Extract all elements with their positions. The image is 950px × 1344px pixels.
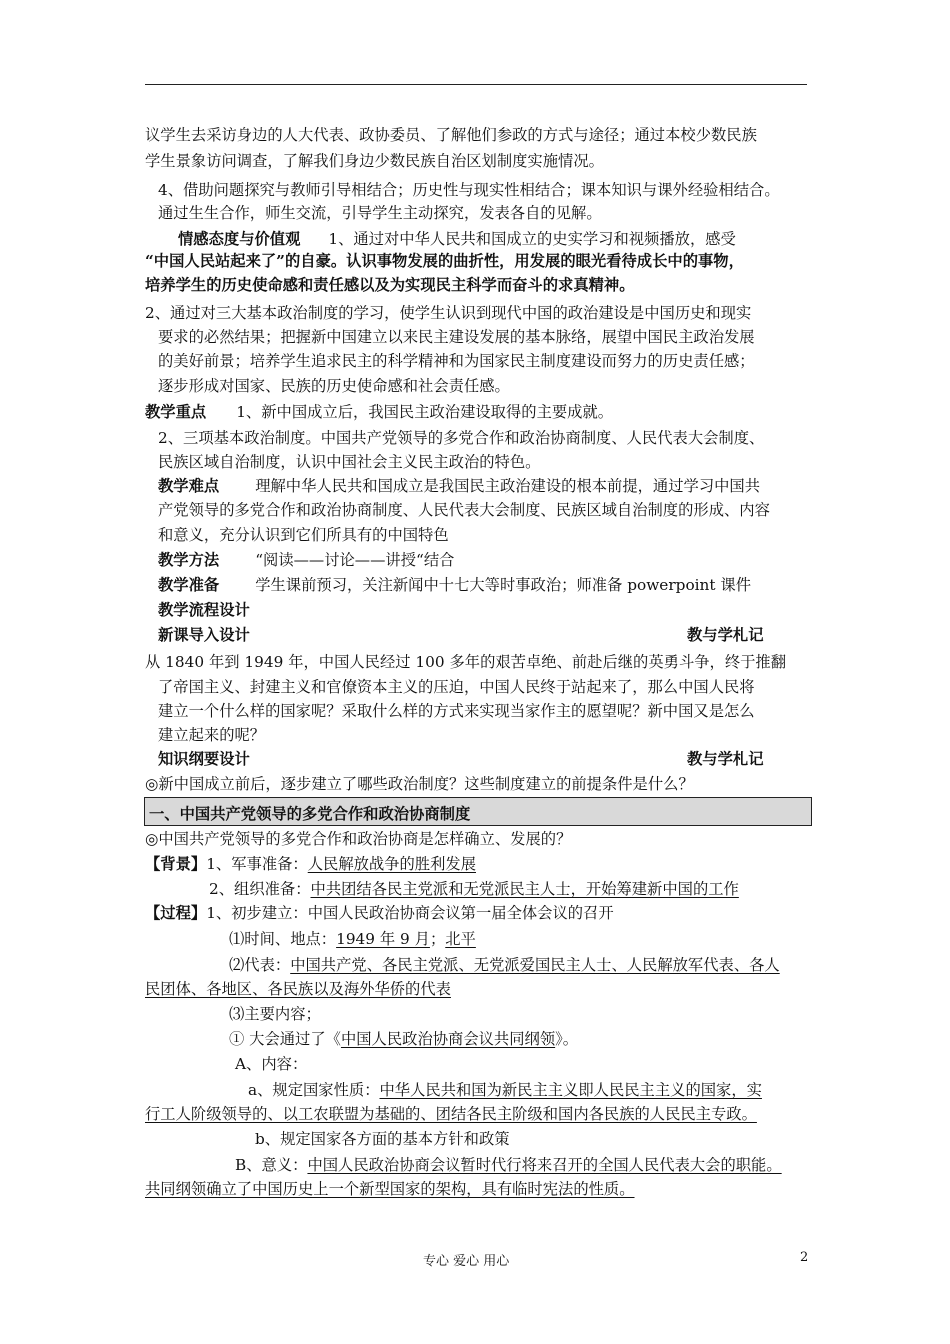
text-line: 【背景】1、军事准备：人民解放战争的胜利发展: [145, 855, 476, 873]
section-title-box: [144, 797, 812, 826]
text-line: 了帝国主义、封建主义和官僚资本主义的压迫，中国人民终于站起来了，那么中国人民将: [158, 678, 755, 696]
text-line: 学生景象访问调查，了解我们身边少数民族自治区划制度实施情况。: [145, 152, 604, 170]
page-number: 2: [800, 1250, 809, 1265]
text-line: A、内容：: [235, 1055, 308, 1073]
header-rule: [145, 84, 807, 85]
text-line: B、意义：中国人民政治协商会议暂时代行将来召开的全国人民代表大会的职能。: [235, 1156, 782, 1174]
text-line: 逐步形成对国家、民族的历史使命感和社会责任感。: [158, 377, 510, 395]
section-heading: 知识纲要设计 教与学札记: [158, 750, 764, 768]
text-line: 教学难点 理解中华人民共和国成立是我国民主政治建设的根本前提，通过学习中国共: [158, 477, 761, 495]
text-line: 建立一个什么样的国家呢？采取什么样的方式来实现当家作主的愿望呢？新中国又是怎么: [158, 702, 755, 720]
text-line: 议学生去采访身边的人大代表、政协委员、了解他们参政的方式与途径；通过本校少数民族: [145, 126, 757, 144]
footer-text: 专心 爱心 用心: [423, 1254, 510, 1269]
section-heading: 教学流程设计: [158, 601, 250, 619]
text-line: 共同纲领确立了中国历史上一个新型国家的架构，具有临时宪法的性质。: [145, 1180, 635, 1198]
text-line: 产党领导的多党合作和政治协商制度、人民代表大会制度、民族区域自治制度的形成、内容: [158, 501, 770, 519]
text-line: 从 1840 年到 1949 年，中国人民经过 100 多年的艰苦卓绝、前赴后继的英勇斗争，终于推翻: [145, 653, 787, 671]
text-line: 教学方法 “阅读——讨论——讲授“结合: [158, 551, 455, 569]
text-line: 民团体、各地区、各民族以及海外华侨的代表: [145, 980, 451, 998]
text-line: 教学重点 1、新中国成立后，我国民主政治建设取得的主要成就。: [145, 403, 614, 421]
text-line: 【过程】1、初步建立：中国人民政治协商会议第一届全体会议的召开: [145, 904, 614, 922]
text-line: ⑶主要内容；: [229, 1005, 321, 1023]
text-line: 通过生生合作，师生交流，引导学生主动探究，发表各自的见解。: [158, 204, 602, 222]
text-line: ◎中国共产党领导的多党合作和政治协商是怎样确立、发展的？: [145, 830, 572, 848]
section-title: 一、中国共产党领导的多党合作和政治协商制度: [149, 805, 471, 823]
text-line: ◎新中国成立前后，逐步建立了哪些政治制度？这些制度建立的前提条件是什么？: [145, 775, 694, 793]
text-line: a、规定国家性质：中华人民共和国为新民主主义即人民民主主义的国家，实: [248, 1081, 762, 1099]
text-line: 情感态度与价值观 1、通过对中华人民共和国成立的史实学习和视频播放，感受: [178, 230, 736, 248]
text-line: 和意义，充分认识到它们所具有的中国特色: [158, 526, 449, 544]
text-line: 建立起来的呢？: [158, 726, 266, 744]
text-line: ⑴时间、地点：1949 年 9 月；北平: [229, 930, 476, 948]
text-line: 培养学生的历史使命感和责任感以及为实现民主科学而奋斗的求真精神。: [145, 276, 635, 294]
text-line: 要求的必然结果；把握新中国建立以来民主建设发展的基本脉络，展望中国民主政治发展: [158, 328, 755, 346]
text-line: b、规定国家各方面的基本方针和政策: [255, 1130, 510, 1148]
text-line: 的美好前景；培养学生追求民主的科学精神和为国家民主制度建设而努力的历史责任感；: [158, 352, 755, 370]
text-line: 教学准备 学生课前预习，关注新闻中十七大等时事政治；师准备 powerpoint 课件: [158, 576, 752, 594]
text-line: 民族区域自治制度，认识中国社会主义民主政治的特色。: [158, 453, 541, 471]
text-line: 行工人阶级领导的、以工农联盟为基础的、团结各民主阶级和国内各民族的人民民主专政。: [145, 1105, 757, 1123]
text-line: 2、三项基本政治制度。中国共产党领导的多党合作和政治协商制度、人民代表大会制度、: [158, 429, 765, 447]
section-heading: 新课导入设计 教与学札记: [158, 626, 764, 644]
text-line: “中国人民站起来了”的自豪。认识事物发展的曲折性，用发展的眼光看待成长中的事物，: [145, 252, 744, 270]
text-line: ① 大会通过了《中国人民政治协商会议共同纲领》。: [229, 1030, 579, 1048]
text-line: 2、通过对三大基本政治制度的学习，使学生认识到现代中国的政治建设是中国历史和现实: [145, 304, 752, 322]
text-line: ⑵代表：中国共产党、各民主党派、无党派爱国民主人士、人民解放军代表、各人: [229, 956, 780, 974]
text-line: 2、组织准备：中共团结各民主党派和无党派民主人士，开始筹建新中国的工作: [209, 880, 739, 898]
text-line: 4、借助问题探究与教师引导相结合；历史性与现实性相结合；课本知识与课外经验相结合。: [158, 181, 780, 199]
